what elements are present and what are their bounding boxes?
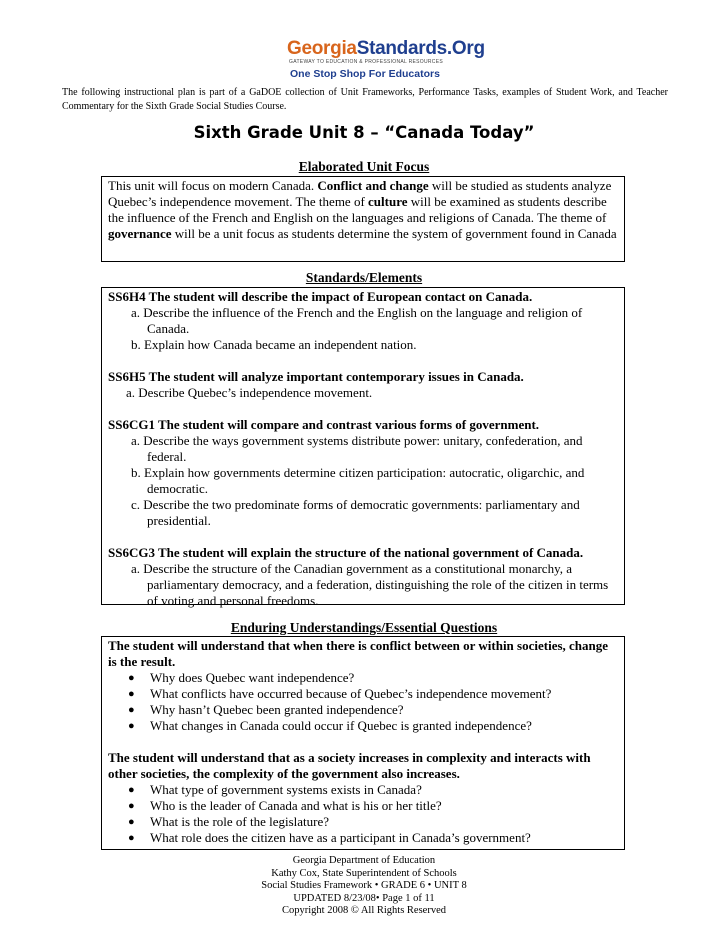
page-footer bbox=[0, 855, 728, 918]
footer-updated: UPDATED 8/23/08• Page 1 of 11 bbox=[293, 892, 435, 904]
essential-question bbox=[108, 702, 618, 718]
logo-word-georgia: Georgia bbox=[287, 38, 357, 59]
essential-question bbox=[108, 798, 618, 814]
focus-box bbox=[101, 176, 625, 262]
bullet-icon: ● bbox=[128, 720, 135, 732]
question-text: Who is the leader of Canada and what is his or her title? bbox=[150, 798, 442, 813]
essential-question bbox=[108, 686, 618, 702]
focus-text-part: will be studied as students analyze Quebec’s independence movement. The theme of bbox=[108, 178, 612, 209]
standard-element: a. Describe the ways government systems distribute power: unitary, confederation, and federal. bbox=[131, 433, 583, 464]
bullet-icon: ● bbox=[128, 832, 135, 844]
focus-text-part: will be a unit focus as students determine the system of government found in Canada bbox=[171, 226, 617, 241]
question-text: What changes in Canada could occur if Quebec is granted independence? bbox=[150, 718, 532, 733]
bullet-icon: ● bbox=[128, 672, 135, 684]
bullet-icon: ● bbox=[128, 816, 135, 828]
understanding-statement: The student will understand that as a society increases in complexity and interacts with other societies, the complexity of the government also increases. bbox=[108, 750, 591, 781]
focus-text bbox=[108, 178, 618, 242]
standard-element: a. Describe the influence of the French and the English on the language and religion of Canada. bbox=[131, 305, 583, 336]
essential-question bbox=[108, 782, 618, 798]
focus-bold-conflict: Conflict and change bbox=[317, 178, 429, 193]
logo-word-org: .Org bbox=[446, 38, 485, 59]
standard-title-ss6cg1: SS6CG1 The student will compare and contrast various forms of government. bbox=[108, 417, 540, 432]
logo-tagline: GATEWAY TO EDUCATION & PROFESSIONAL RESOURCES bbox=[289, 59, 443, 65]
bullet-icon: ● bbox=[128, 704, 135, 716]
focus-bold-culture: culture bbox=[368, 194, 408, 209]
footer-department: Georgia Department of Education bbox=[292, 855, 436, 866]
question-text: What role does the citizen have as a participant in Canada’s government? bbox=[150, 830, 531, 845]
georgiastandards-logo bbox=[287, 38, 485, 84]
standards-heading: Standards/Elements bbox=[305, 270, 423, 285]
standards-box bbox=[101, 287, 625, 608]
understanding-statement: The student will understand that when there is conflict between or within societies, change is the result. bbox=[108, 638, 609, 669]
standard-element: b. Explain how governments determine citizen participation: autocratic, oligarchic, and democratic. bbox=[131, 465, 585, 496]
logo-slogan: One Stop Shop For Educators bbox=[290, 68, 440, 80]
enduring-heading: Enduring Understandings/Essential Questions bbox=[230, 620, 498, 635]
standard-element: a. Describe the structure of the Canadian government as a constitutional monarchy, a parliamentary democracy, and a federation, distinguishing the role of the citizen in terms of voting and personal freedoms. bbox=[131, 561, 609, 608]
question-list bbox=[108, 782, 618, 846]
essential-question bbox=[108, 830, 618, 846]
bullet-icon: ● bbox=[128, 784, 135, 796]
question-text: Why hasn’t Quebec been granted independence? bbox=[150, 702, 404, 717]
essential-question bbox=[108, 718, 618, 734]
standard-title-ss6h5: SS6H5 The student will analyze important contemporary issues in Canada. bbox=[108, 369, 524, 384]
logo-word-standards: Standards bbox=[356, 38, 447, 59]
standard-element: a. Describe Quebec’s independence movement. bbox=[126, 385, 373, 400]
logo-wordmark bbox=[287, 38, 485, 60]
focus-bold-governance: governance bbox=[108, 226, 172, 241]
question-text: What type of government systems exists in Canada? bbox=[150, 782, 422, 797]
essential-question bbox=[108, 814, 618, 830]
question-list bbox=[108, 670, 618, 734]
question-text: Why does Quebec want independence? bbox=[150, 670, 355, 685]
footer-framework: Social Studies Framework • GRADE 6 • UNIT 8 bbox=[261, 880, 467, 891]
focus-text-part: will be examined as students describe the influence of the French and English on the languages and religions of Canada. The theme of bbox=[108, 194, 607, 225]
question-text: What is the role of the legislature? bbox=[150, 814, 330, 829]
focus-heading: Elaborated Unit Focus bbox=[298, 159, 430, 174]
standard-title-ss6cg3: SS6CG3 The student will explain the structure of the national government of Canada. bbox=[108, 545, 584, 560]
enduring-box bbox=[101, 636, 625, 850]
focus-text-part: This unit will focus on modern Canada. bbox=[108, 178, 318, 193]
intro-paragraph: The following instructional plan is part of a GaDOE collection of Unit Frameworks, Performance Tasks, examples of Student Work, and Teacher Commentary for the Sixth Grade Social Studies Course. bbox=[62, 87, 668, 112]
standard-element: c. Describe the two predominate forms of democratic governments: parliamentary and presidential. bbox=[131, 497, 580, 528]
footer-superintendent: Kathy Cox, State Superintendent of Schools bbox=[271, 867, 457, 879]
bullet-icon: ● bbox=[128, 800, 135, 812]
standard-element: b. Explain how Canada became an independent nation. bbox=[131, 337, 417, 352]
standard-title-ss6h4: SS6H4 The student will describe the impact of European contact on Canada. bbox=[108, 289, 533, 304]
essential-question bbox=[108, 670, 618, 686]
question-text: What conflicts have occurred because of Quebec’s independence movement? bbox=[150, 686, 552, 701]
footer-copyright: Copyright 2008 © All Rights Reserved bbox=[281, 905, 447, 916]
page-title: Sixth Grade Unit 8 – “Canada Today” bbox=[193, 123, 535, 142]
bullet-icon: ● bbox=[128, 688, 135, 700]
